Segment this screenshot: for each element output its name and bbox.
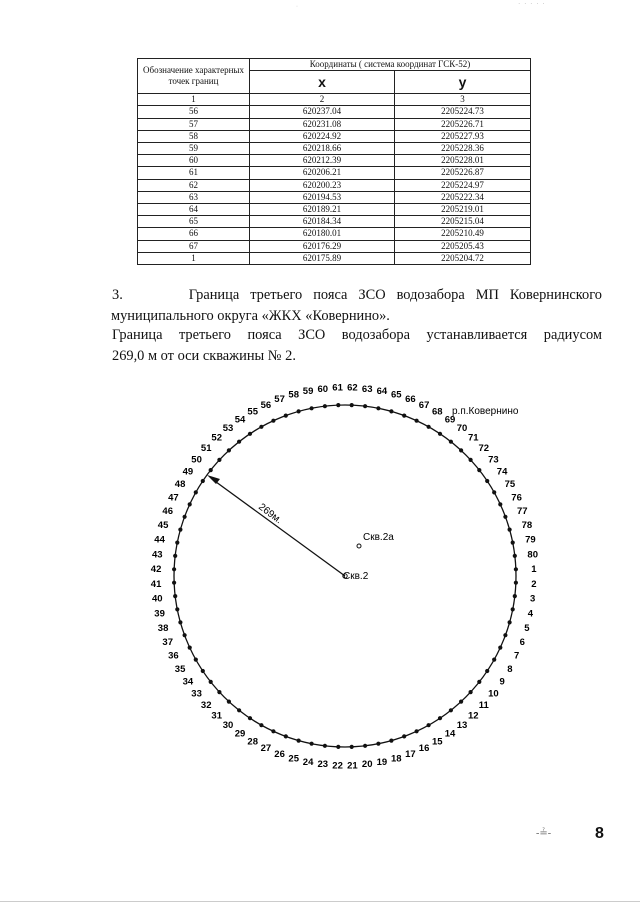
- boundary-point-label: 4: [527, 608, 534, 620]
- boundary-point-label: 25: [288, 753, 299, 765]
- boundary-point-dot: [477, 468, 481, 472]
- boundary-point-dot: [175, 607, 179, 611]
- radius-paragraph-line-2: 269,0 м от оси скважины № 2.: [112, 348, 296, 364]
- boundary-point-label: 57: [274, 394, 285, 406]
- cell-y: 2205215.04: [395, 216, 531, 228]
- boundary-point-label: 53: [222, 423, 234, 435]
- boundary-point-label: 43: [152, 549, 163, 561]
- boundary-point-label: 28: [247, 736, 258, 748]
- boundary-point-label: 18: [391, 753, 402, 765]
- boundary-point-dot: [514, 567, 518, 571]
- header-coordinate-system: Координаты ( система координат ГСК-52): [250, 59, 531, 71]
- boundary-point-label: 62: [347, 382, 358, 394]
- boundary-point-dot: [237, 440, 241, 444]
- boundary-point-label: 54: [234, 414, 246, 426]
- boundary-point-label: 7: [513, 650, 520, 662]
- boundary-point-label: 34: [182, 676, 194, 688]
- table-row: [138, 204, 531, 216]
- cell-x: 620176.29: [250, 240, 395, 252]
- cell-y: 2205205.43: [395, 240, 531, 252]
- table-row: [138, 167, 531, 179]
- boundary-point-dot: [492, 658, 496, 662]
- section-3-heading: [112, 285, 602, 327]
- boundary-point-dot: [248, 716, 252, 720]
- boundary-point-dot: [310, 406, 314, 410]
- cell-x: 620189.21: [250, 204, 395, 216]
- cell-point: 60: [138, 155, 250, 167]
- zone-boundary-scheme: [0, 380, 640, 770]
- page-number: 8: [595, 825, 604, 842]
- boundary-point-dot: [427, 723, 431, 727]
- boundary-point-label: 23: [317, 759, 329, 770]
- boundary-point-label: 77: [517, 506, 528, 518]
- boundary-point-label: 9: [499, 676, 505, 688]
- boundary-point-dot: [173, 554, 177, 558]
- boundary-point-label: 21: [347, 760, 358, 770]
- cell-y: 2205227.93: [395, 130, 531, 142]
- boundary-point-label: 59: [302, 386, 314, 398]
- boundary-point-label: 75: [504, 479, 516, 491]
- boundary-point-label: 15: [432, 736, 443, 748]
- boundary-point-label: 36: [168, 650, 179, 662]
- boundary-point-dot: [297, 739, 301, 743]
- boundary-point-label: 66: [405, 394, 416, 406]
- well-2-label: Скв.2: [343, 571, 369, 582]
- table-row: [138, 191, 531, 203]
- boundary-point-dot: [284, 414, 288, 418]
- boundary-point-dot: [271, 419, 275, 423]
- boundary-point-dot: [498, 646, 502, 650]
- boundary-point-dot: [363, 744, 367, 748]
- cell-x: 620231.08: [250, 118, 395, 130]
- radius-line: [212, 479, 345, 576]
- cell-point: 66: [138, 228, 250, 240]
- well-2a-marker: [357, 544, 361, 548]
- cell-x: 620237.04: [250, 106, 395, 118]
- cell-y: 2205204.72: [395, 252, 531, 264]
- boundary-point-dot: [173, 594, 177, 598]
- cell-point: 57: [138, 118, 250, 130]
- cell-point: 64: [138, 204, 250, 216]
- boundary-point-dot: [175, 541, 179, 545]
- cell-y: 2205210.49: [395, 228, 531, 240]
- cell-x: 620175.89: [250, 252, 395, 264]
- header-y: y: [395, 71, 531, 94]
- boundary-point-label: 35: [174, 663, 186, 675]
- boundary-point-dot: [469, 690, 473, 694]
- boundary-point-dot: [389, 739, 393, 743]
- boundary-point-label: 74: [496, 466, 508, 478]
- table-row: [138, 228, 531, 240]
- boundary-point-dot: [248, 432, 252, 436]
- table-row: [138, 252, 531, 264]
- boundary-point-label: 24: [302, 756, 314, 768]
- boundary-point-label: 20: [361, 759, 373, 770]
- boundary-point-dot: [449, 708, 453, 712]
- boundary-point-label: 13: [456, 719, 468, 731]
- boundary-point-label: 79: [525, 534, 536, 546]
- boundary-point-label: 76: [511, 492, 522, 504]
- boundary-point-dot: [297, 409, 301, 413]
- boundary-point-dot: [183, 515, 187, 519]
- boundary-point-dot: [513, 594, 517, 598]
- boundary-point-dot: [513, 554, 517, 558]
- boundary-point-dot: [237, 708, 241, 712]
- boundary-point-dot: [336, 745, 340, 749]
- scan-artifact-top: · · · · ·: [518, 0, 546, 8]
- boundary-point-dot: [172, 567, 176, 571]
- radius-paragraph-line-1: Граница третьего пояса ЗСО водозабора устанавливается радиусом: [112, 327, 602, 343]
- boundary-point-dot: [492, 490, 496, 494]
- boundary-point-label: 61: [332, 382, 343, 394]
- boundary-point-dot: [376, 406, 380, 410]
- header-x: x: [250, 71, 395, 94]
- boundary-point-label: 16: [418, 743, 430, 755]
- column-number-2: 2: [250, 94, 395, 106]
- cell-point: 56: [138, 106, 250, 118]
- boundary-point-label: 8: [507, 663, 513, 675]
- boundary-point-dot: [201, 479, 205, 483]
- cell-x: 620180.01: [250, 228, 395, 240]
- boundary-point-label: 48: [174, 479, 186, 491]
- cell-point: 61: [138, 167, 250, 179]
- boundary-point-label: 5: [524, 622, 530, 634]
- boundary-point-dot: [194, 658, 198, 662]
- boundary-point-dot: [402, 414, 406, 418]
- table-row: [138, 143, 531, 155]
- boundary-point-dot: [498, 502, 502, 506]
- boundary-point-dot: [389, 409, 393, 413]
- section-title-line-2: муниципального округа «ЖКХ «Ковернино».: [111, 308, 390, 324]
- boundary-point-dot: [194, 490, 198, 494]
- cell-x: 620218.66: [250, 143, 395, 155]
- cell-point: 62: [138, 179, 250, 191]
- cell-y: 2205224.97: [395, 179, 531, 191]
- table-row: [138, 216, 531, 228]
- boundary-point-dot: [350, 403, 354, 407]
- boundary-point-label: 55: [247, 406, 258, 418]
- boundary-point-dot: [227, 700, 231, 704]
- boundary-point-label: 72: [478, 443, 490, 455]
- cell-point: 63: [138, 191, 250, 203]
- boundary-point-dot: [485, 669, 489, 673]
- well-2a-label: Скв.2а: [363, 532, 394, 543]
- boundary-point-label: 32: [200, 699, 212, 711]
- boundary-point-dot: [427, 425, 431, 429]
- boundary-point-dot: [336, 403, 340, 407]
- boundary-point-dot: [217, 458, 221, 462]
- boundary-point-label: 52: [211, 432, 222, 444]
- boundary-point-dot: [227, 448, 231, 452]
- boundary-point-label: 33: [191, 688, 202, 700]
- boundary-point-label: 47: [168, 492, 179, 504]
- table-row: [138, 106, 531, 118]
- boundary-point-label: 12: [468, 710, 479, 722]
- boundary-point-label: 14: [444, 728, 456, 740]
- boundary-point-label: 31: [211, 710, 222, 722]
- section-title-line-1: Граница третьего пояса ЗСО водозабора МП Ковернинского: [188, 287, 602, 303]
- cell-x: 620194.53: [250, 191, 395, 203]
- boundary-point-dot: [508, 528, 512, 532]
- boundary-point-dot: [503, 633, 507, 637]
- boundary-point-dot: [438, 432, 442, 436]
- cell-point: 67: [138, 240, 250, 252]
- boundary-point-dot: [259, 425, 263, 429]
- boundary-point-label: 44: [154, 534, 165, 546]
- boundary-point-dot: [172, 581, 176, 585]
- boundary-point-dot: [511, 607, 515, 611]
- column-number-1: 1: [138, 94, 250, 106]
- scan-artifact-bottom: -≟-: [536, 828, 552, 839]
- cell-y: 2205222.34: [395, 191, 531, 203]
- boundary-point-label: 6: [519, 636, 525, 648]
- boundary-point-dot: [209, 680, 213, 684]
- boundary-point-dot: [485, 479, 489, 483]
- boundary-point-dot: [459, 700, 463, 704]
- cell-x: 620184.34: [250, 216, 395, 228]
- boundary-point-dot: [376, 742, 380, 746]
- boundary-point-dot: [402, 734, 406, 738]
- boundary-point-label: 40: [152, 593, 163, 605]
- cell-y: 2205228.01: [395, 155, 531, 167]
- boundary-point-label: 29: [234, 728, 246, 740]
- cell-x: 620206.21: [250, 167, 395, 179]
- boundary-point-label: 3: [530, 593, 536, 605]
- boundary-point-dot: [188, 646, 192, 650]
- boundary-point-label: 73: [488, 454, 499, 466]
- boundary-point-dot: [350, 745, 354, 749]
- cell-y: 2205219.01: [395, 204, 531, 216]
- boundary-point-label: 1: [531, 564, 537, 576]
- boundary-point-label: 22: [332, 760, 343, 770]
- boundary-point-label: 19: [376, 756, 388, 768]
- boundary-point-label: 70: [456, 423, 468, 435]
- scan-artifact-top-dot: ·: [296, 4, 298, 10]
- boundary-point-label: 26: [274, 748, 285, 760]
- boundary-point-label: 27: [260, 743, 272, 755]
- boundary-point-label: 39: [154, 608, 165, 620]
- table-row: [138, 240, 531, 252]
- section-3-line-1: [112, 285, 602, 306]
- table-row: [138, 130, 531, 142]
- boundary-point-dot: [363, 404, 367, 408]
- boundary-point-label: 63: [361, 383, 373, 395]
- boundary-point-dot: [469, 458, 473, 462]
- boundary-point-dot: [188, 502, 192, 506]
- cell-point: 59: [138, 143, 250, 155]
- table-body: [138, 106, 531, 265]
- boundary-point-label: 51: [200, 443, 212, 455]
- boundary-point-dot: [323, 744, 327, 748]
- table-row: [138, 155, 531, 167]
- boundary-point-dot: [183, 633, 187, 637]
- boundary-point-dot: [271, 729, 275, 733]
- boundary-point-dot: [449, 440, 453, 444]
- boundary-point-label: 17: [405, 748, 416, 760]
- boundary-point-label: 41: [150, 578, 162, 590]
- boundary-point-label: 46: [162, 506, 173, 518]
- boundary-point-label: 80: [527, 549, 538, 561]
- boundary-point-label: 37: [162, 636, 173, 648]
- boundary-point-label: 45: [157, 520, 169, 532]
- boundary-point-dot: [201, 669, 205, 673]
- boundary-point-dot: [508, 620, 512, 624]
- cell-point: 1: [138, 252, 250, 264]
- cell-y: 2205226.87: [395, 167, 531, 179]
- boundary-point-label: 67: [418, 399, 430, 411]
- section-number: 3.: [112, 287, 123, 303]
- boundary-point-label: 65: [391, 389, 402, 401]
- boundary-point-label: 69: [444, 414, 456, 426]
- table-row: [138, 118, 531, 130]
- boundary-point-label: 78: [521, 520, 533, 532]
- boundary-point-dot: [459, 448, 463, 452]
- cell-x: 620224.92: [250, 130, 395, 142]
- settlement-label: р.п.Ковернино: [452, 406, 519, 417]
- coordinates-table: [137, 58, 531, 265]
- cell-x: 620200.23: [250, 179, 395, 191]
- boundary-point-dot: [259, 723, 263, 727]
- cell-y: 2205228.36: [395, 143, 531, 155]
- boundary-point-label: 30: [222, 719, 234, 731]
- boundary-point-label: 10: [488, 688, 499, 700]
- table-row: [138, 179, 531, 191]
- boundary-point-label: 56: [260, 399, 272, 411]
- cell-point: 58: [138, 130, 250, 142]
- boundary-point-label: 11: [478, 699, 489, 711]
- boundary-point-label: 50: [191, 454, 202, 466]
- boundary-point-dot: [323, 404, 327, 408]
- column-number-3: 3: [395, 94, 531, 106]
- boundary-point-label: 58: [288, 389, 299, 401]
- boundary-point-dot: [217, 690, 221, 694]
- boundary-point-dot: [415, 729, 419, 733]
- cell-y: 2205226.71: [395, 118, 531, 130]
- radius-paragraph: [112, 325, 602, 367]
- boundary-point-dot: [438, 716, 442, 720]
- radius-arrow: [207, 475, 345, 576]
- header-point-designation: Обозначение характерных точек границ: [138, 59, 250, 94]
- radius-label: 269м.: [256, 501, 284, 527]
- boundary-point-label: 68: [432, 406, 443, 418]
- boundary-point-label: 38: [157, 622, 169, 634]
- boundary-point-dot: [209, 468, 213, 472]
- boundary-point-label: 60: [317, 383, 329, 395]
- cell-point: 65: [138, 216, 250, 228]
- boundary-point-dot: [284, 734, 288, 738]
- boundary-point-dot: [503, 515, 507, 519]
- boundary-point-label: 42: [150, 564, 162, 576]
- boundary-point-label: 71: [468, 432, 479, 444]
- boundary-point-label: 64: [376, 386, 388, 398]
- boundary-point-dot: [415, 419, 419, 423]
- boundary-point-dot: [511, 541, 515, 545]
- page-bottom-edge: [0, 901, 640, 902]
- boundary-point-dot: [514, 581, 518, 585]
- boundary-point-dot: [178, 528, 182, 532]
- cell-x: 620212.39: [250, 155, 395, 167]
- boundary-point-dot: [477, 680, 481, 684]
- boundary-point-dot: [178, 620, 182, 624]
- boundary-point-label: 2: [531, 578, 537, 590]
- boundary-point-label: 49: [182, 466, 194, 478]
- cell-y: 2205224.73: [395, 106, 531, 118]
- boundary-point-dot: [310, 742, 314, 746]
